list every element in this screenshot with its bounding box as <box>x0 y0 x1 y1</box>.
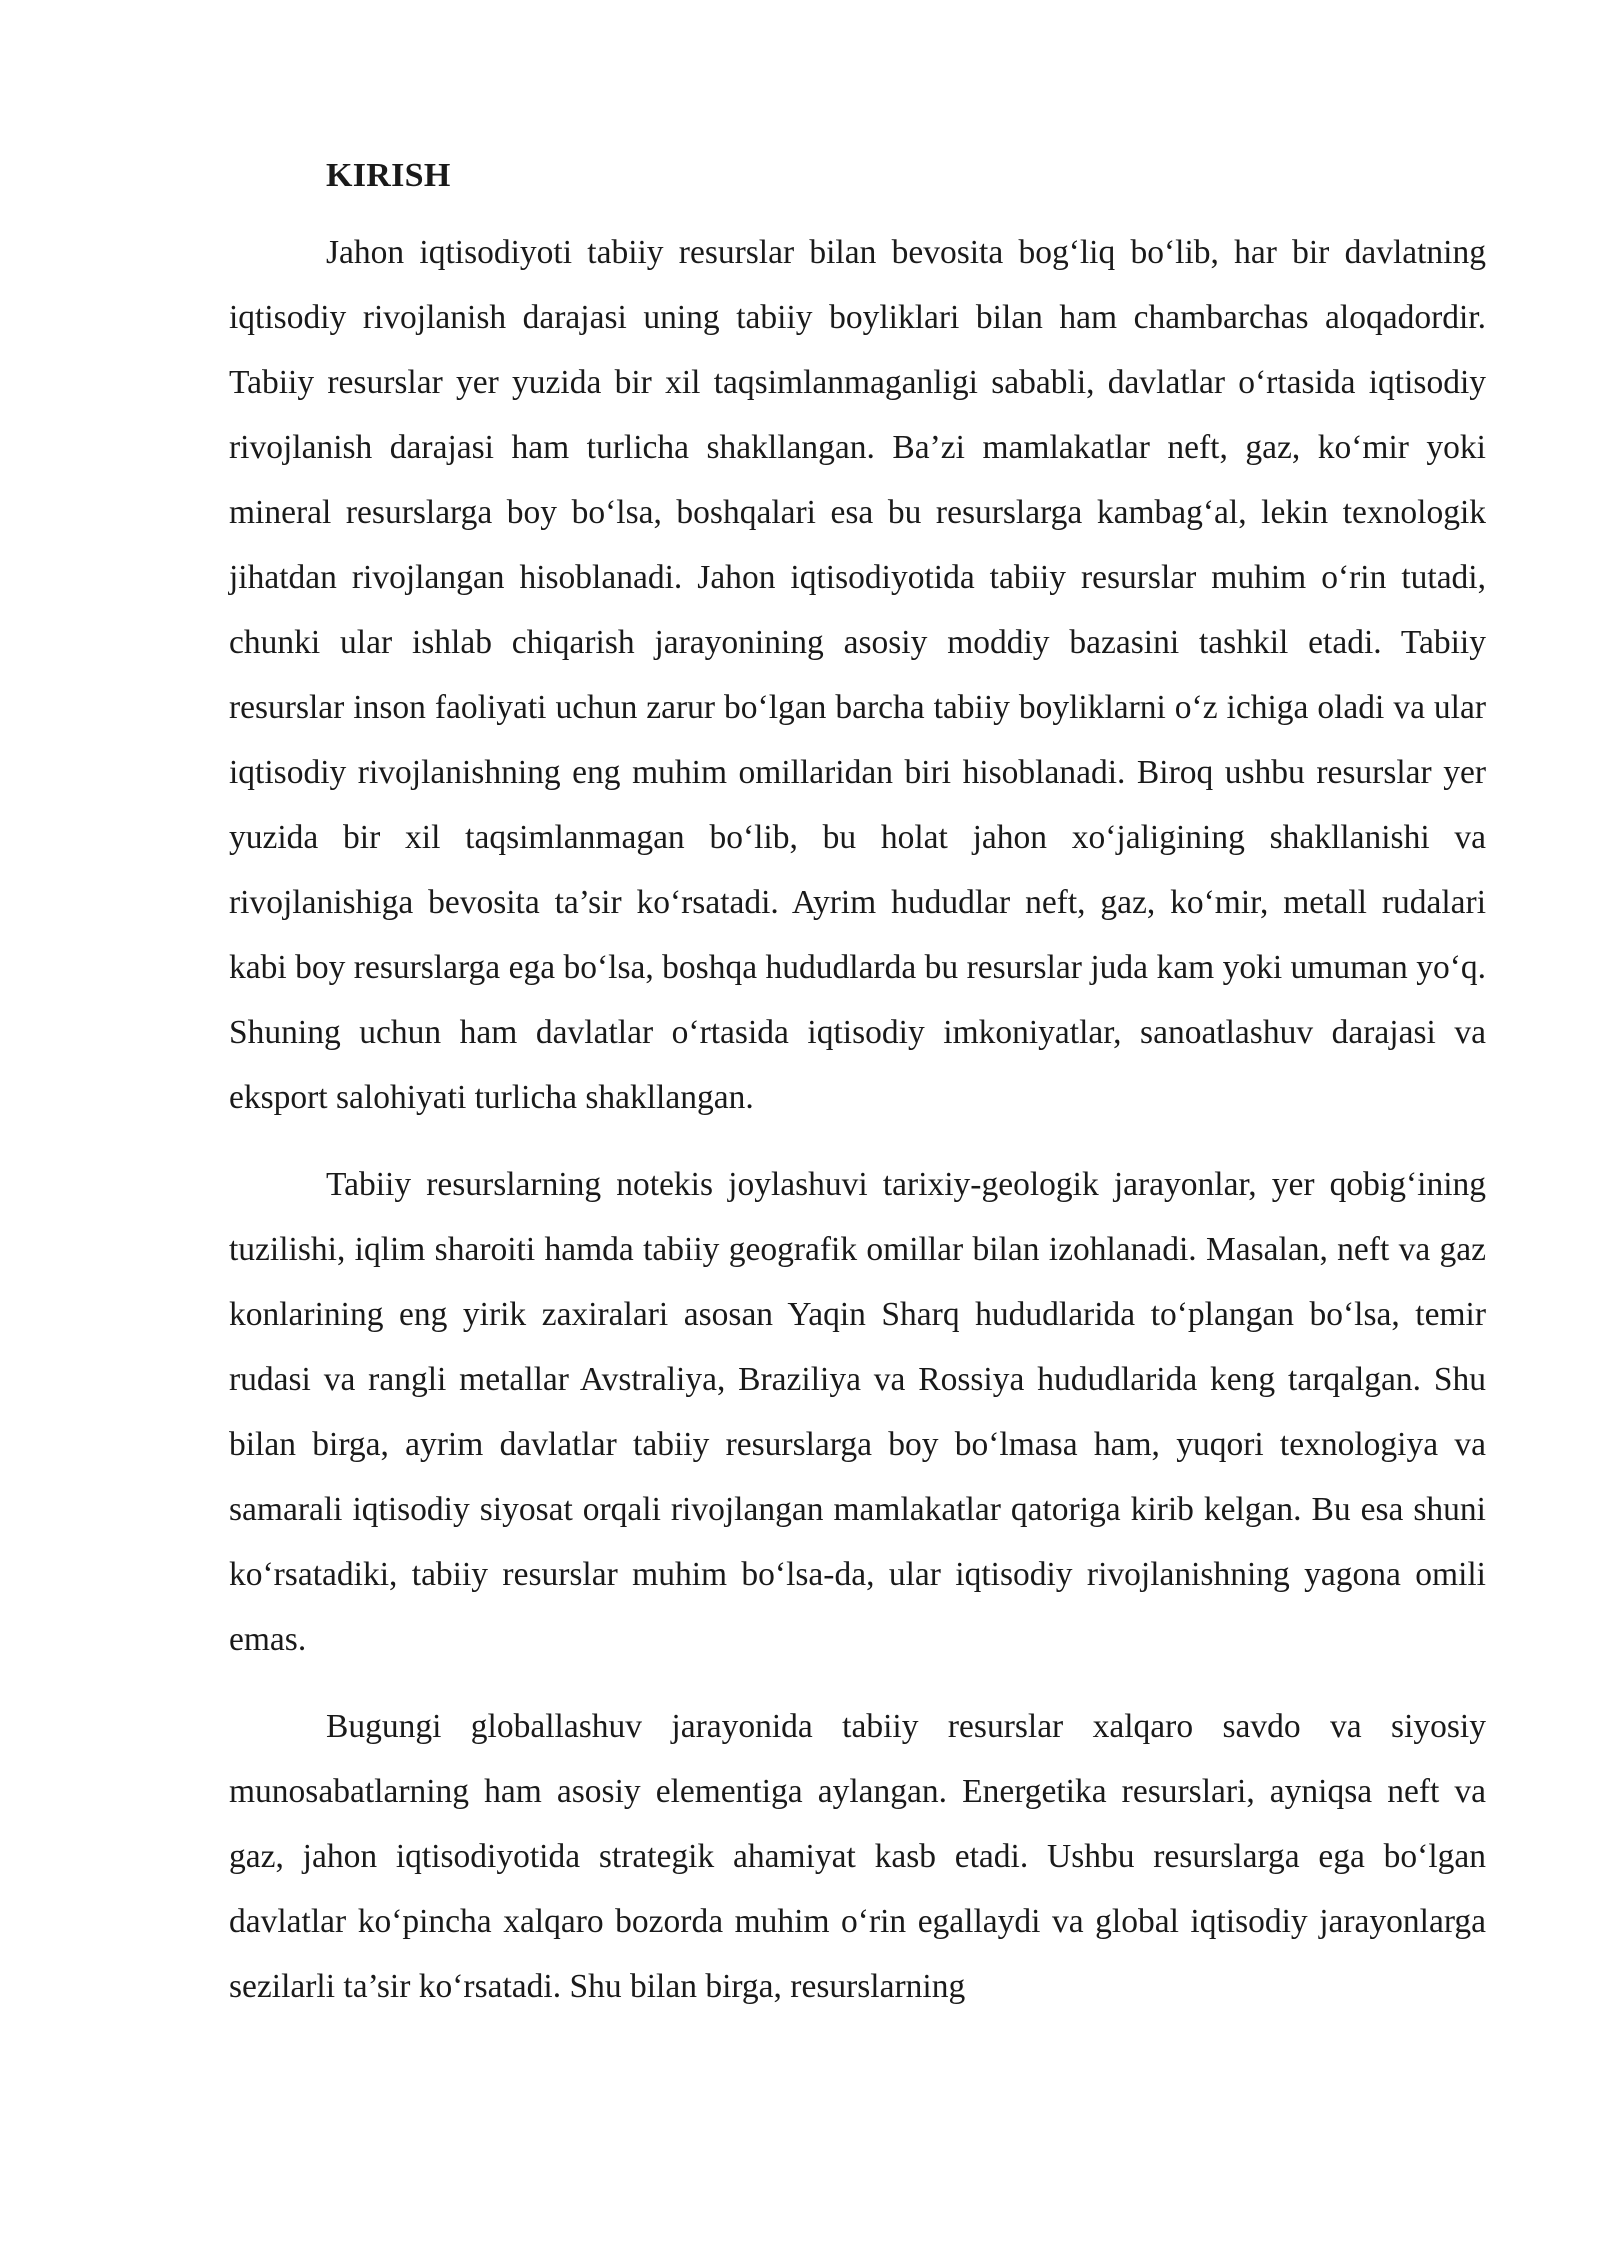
document-page <box>229 150 1486 2041</box>
paragraph-3: Bugungi globallashuv jarayonida tabiiy resurslar xalqaro savdo va siyosiy munosabatlarning ham asosiy elementiga aylangan. Energetika resurslari, ayniqsa neft va gaz, jahon iqtisodiyotida strategik ahamiyat kasb etadi. Ushbu resurslarga ega bo‘lgan davlatlar ko‘pincha xalqaro bozorda muhim o‘rin egallaydi va global iqtisodiy jarayonlarga sezilarli ta’sir ko‘rsatadi. Shu bilan birga, resurslarning <box>229 1708 1486 2005</box>
paragraph-2: Tabiiy resurslarning notekis joylashuvi tarixiy-geologik jarayonlar, yer qobig‘ining tuzilishi, iqlim sharoiti hamda tabiiy geografik omillar bilan izohlanadi. Masalan, neft va gaz konlarining eng yirik zaxiralari asosan Yaqin Sharq hududlarida to‘plangan bo‘lsa, temir rudasi va rangli metallar Avstraliya, Braziliya va Rossiya hududlarida keng tarqalgan. Shu bilan birga, ayrim davlatlar tabiiy resurslarga boy bo‘lmasa ham, yuqori texnologiya va samarali iqtisodiy siyosat orqali rivojlangan mamlakatlar qatoriga kirib kelgan. Bu esa shuni ko‘rsatadiki, tabiiy resurslar muhim bo‘lsa-da, ular iqtisodiy rivojlanishning yagona omili emas. <box>229 1166 1486 1658</box>
section-heading: KIRISH <box>326 157 451 194</box>
paragraph-1: Jahon iqtisodiyoti tabiiy resurslar bilan bevosita bog‘liq bo‘lib, har bir davlatning iqtisodiy rivojlanish darajasi uning tabiiy boyliklari bilan ham chambarchas aloqadordir. Tabiiy resurslar yer yuzida bir xil taqsimlanmaganligi sababli, davlatlar o‘rtasida iqtisodiy rivojlanish darajasi ham turlicha shakllangan. Ba’zi mamlakatlar neft, gaz, ko‘mir yoki mineral resurslarga boy bo‘lsa, boshqalari esa bu resurslarga kambag‘al, lekin texnologik jihatdan rivojlangan hisoblanadi. Jahon iqtisodiyotida tabiiy resurslar muhim o‘rin tutadi, chunki ular ishlab chiqarish jarayonining asosiy moddiy bazasini tashkil etadi. Tabiiy resurslar inson faoliyati uchun zarur bo‘lgan barcha tabiiy boyliklarni o‘z ichiga oladi va ular iqtisodiy rivojlanishning eng muhim omillaridan biri hisoblanadi. Biroq ushbu resurslar yer yuzida bir xil taqsimlanmagan bo‘lib, bu holat jahon xo‘jaligining shakllanishi va rivojlanishiga bevosita ta’sir ko‘rsatadi. Ayrim hududlar neft, gaz, ko‘mir, metall rudalari kabi boy resurslarga ega bo‘lsa, boshqa hududlarda bu resurslar juda kam yoki umuman yo‘q. Shuning uchun ham davlatlar o‘rtasida iqtisodiy imkoniyatlar, sanoatlashuv darajasi va eksport salohiyati turlicha shakllangan. <box>229 234 1486 1116</box>
